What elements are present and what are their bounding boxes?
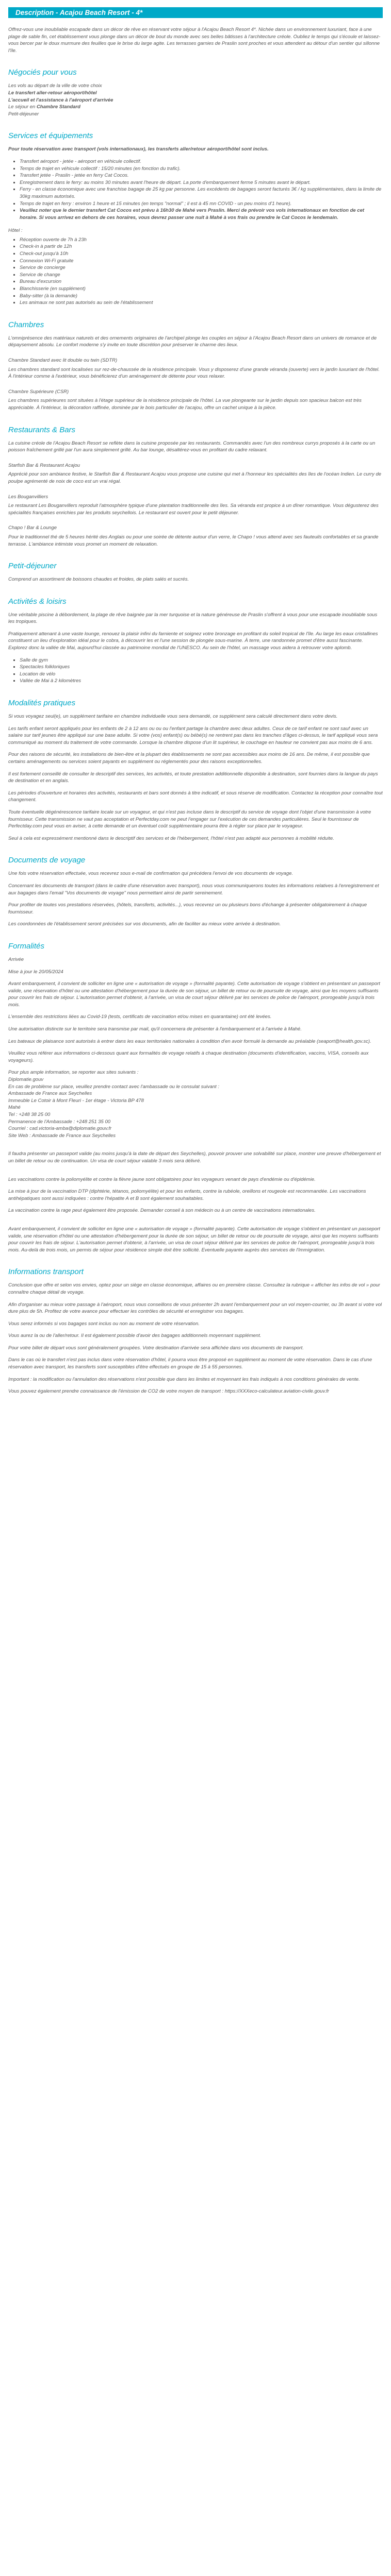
negocie-line: Le transfert aller-retour aéroport/hôtel — [8, 90, 97, 96]
section-title-documents: Documents de voyage — [8, 856, 86, 865]
list-item: ▪ Transfert aéroport - jetée - aéroport en véhicule collectif. — [20, 158, 383, 165]
page — [0, 7, 391, 1413]
negocie-line: Le séjour en Chambre Standard — [8, 104, 80, 110]
activities-list — [8, 657, 383, 685]
formalites-line: Une autorisation distincte sur le territoire sera transmise par mail, qu'il concernera de présenter à l'embarquement et à l'arrivée à Mahé. — [8, 1026, 302, 1032]
list-item: ▪ Connexion Wi-Fi gratuite — [20, 258, 383, 265]
restaurant-text: Apprécié pour son ambiance festive, le Starfish Bar & Restaurant Acajou vous propose une cuisine qui met à l'honneur les spécialités des îles de l'océan Indien. Le curry de poulpe agrémenté de noix de coco est un vrai régal. — [8, 471, 382, 484]
formalites-text: Avant embarquement, il convient de solliciter en ligne une « autorisation de voyage » (formalité payante). Cette autorisation de voyage s'obtient en présentant un passeport valide, une réservation d'hôtel ou une attestation d'hébergement pour la durée de son séjour, un billet de retour ou de poursuite de voyage, ainsi que les moyens suffisants pour couvrir les frais de séjour. L'autorisation permet d'obtenir, à l'arrivée, un visa de court séjour délivré par les services de police de l'aéroport, prorogeable jusqu'à trois mois. Au-delà de trois mois, un permis de séjour pour résidence simple doit être sollicité. Eventuelle payante auprès des services de l'Immigration. — [8, 1226, 380, 1253]
formalites-line: Courriel : cad.victoria-amba@diplomatie.gouv.fr — [8, 1126, 112, 1132]
room-text: Les chambres standard sont localisées sur rez-de-chaussée de la résidence principale. Vous y disposerez d'une grande véranda (ouverte) vers le jardin luxuriant de l'hôtel. À l'intérieur comme à l'extérieur, vous bénéficierez d'un aménagement de détente pour vous relaxer. — [8, 366, 380, 380]
formalites-line: Mahé — [8, 1105, 21, 1111]
formalites-line: Tel : +248 38 25 00 — [8, 1112, 51, 1117]
restaurant-title: Les Bouganvilliers — [8, 494, 48, 500]
co2-link[interactable]: Vous pouvez également prendre connaissance de l'émission de CO2 de votre moyen de transport : https://XXXeco-calculateur.aviation-civile.gouv.fr — [8, 1388, 329, 1395]
formalites-line: Veuillez vous référer aux informations ci-dessous quant aux formalités de voyage relatifs à chaque destination (documents d'identification, vaccins, VISA, conseils aux voyageurs). — [8, 1050, 369, 1063]
modalites-text: Les périodes d'ouverture et horaires des activités, restaurants et bars sont donnés à titre indicatif, et sous réserve de modification. Contactez la réception pour connaître tout changement. — [8, 790, 383, 803]
section-title-petitdej: Petit-déjeuner — [8, 562, 57, 571]
restaurant-title: Starfish Bar & Restaurant Acajou — [8, 462, 80, 468]
transport-text: Afin d'organiser au mieux votre passage à l'aéroport, nous vous conseillons de vous présenter 2h avant l'embarquement pour un vol moyen-courrier, ou 3h avant si votre vol dure plus de 5h. Profitez de votre avance pour effectuer les contrôles de sécurité et enregistrer vos bagages. — [8, 1301, 382, 1315]
transport-text: Dans le cas où le transfert n'est pas inclus dans votre réservation d'hôtel, il pourra vous être proposé en supplément au moment de votre réservation. Dans le cas d'une réservation avec transport, les transferts sont susceptibles d'être effectués en groupe de 15 à 55 personnes. — [8, 1357, 372, 1370]
transport-text: Vous serez informés si vos bagages sont inclus ou non au moment de votre réservation. — [8, 1320, 200, 1327]
section-title-restaurants: Restaurants & Bars — [8, 425, 76, 434]
section-title-services: Services et équipements — [8, 131, 93, 141]
formalites-line: En cas de problème sur place, veuillez prendre contact avec l'ambassade ou le consulat suivant : — [8, 1083, 219, 1090]
modalites-text: Pour des raisons de sécurité, les installations de bien-être et la plupart des établissements ne sont pas accessibles aux moins de 16 ans. De même, il est possible que certains aménagements ou services soient payants en supplément ou réglementés pour des raisons exceptionnelles. — [8, 752, 370, 765]
list-item: ▪ Temps de trajet en véhicule collectif : 15/20 minutes (en fonction du trafic). — [20, 165, 383, 173]
transfer-list — [8, 158, 383, 221]
section-title-activites: Activités & loisirs — [8, 597, 67, 606]
list-item: ▪ Salle de gym — [20, 657, 383, 664]
modalites-text: Seul à cela est expressément mentionné dans le descriptif des services et de l'hébergement, l'hôtel n'est pas adapté aux personnes à mobilité réduite. — [8, 835, 334, 841]
list-item: ▪ Check-out jusqu'à 10h — [20, 250, 383, 258]
transport-text: Pour votre billet de départ vous sont généralement groupées. Votre destination d'arrivée sera affichée dans vos documents de transport. — [8, 1345, 304, 1351]
formalites-line: Immeuble Le Cotoir à Mont Fleuri - 1er étage - Victoria BP 478 — [8, 1097, 144, 1104]
list-item: ▪ Location de vélo — [20, 671, 383, 678]
room-title: Chambre Supérieure (CSR) — [8, 388, 69, 395]
list-item: ▪ Transfert jetée - Praslin - jetée en ferry Cat Cocos. — [20, 172, 383, 179]
diplomatie-link[interactable]: Diplomatie.gouv — [8, 1077, 44, 1083]
formalites-text: Il faudra présenter un passeport valide (au moins jusqu'à la date de départ des Seychelles), pouvoir prouver une solvabilité sur place, montrer une preuve d'hébergement et un billet de retour ou de continuation. Un visa de court séjour valable 3 mois sera délivré. — [8, 1151, 381, 1164]
room-text: Les chambres supérieures sont situées à l'étage supérieur de la résidence principale de l'hôtel. La vue plongeante sur le jardin depuis son spacieux balcon est très appréciable. À l'intérieur, la décoration raffinée, dominée par le bois particulier de l'acajou, offre un cachet unique à la pièce. — [8, 398, 362, 411]
formalites-text: La mise à jour de la vaccination DTP (diphtérie, tétanos, poliomyélite) et pour les enfants, contre la rubéole, oreillons et rougeole est recommandée. Les vaccinations antihépatiques sont aussi indiquées : contre l'hépatite A et B sont également souhaitables. — [8, 1189, 366, 1201]
list-item: ▪ Check-in à partir de 12h — [20, 243, 383, 250]
list-item: ▪ Temps de trajet en ferry : environ 1 heure et 15 minutes (en temps "normal" ; il est à 45 mn COVID - un peu moins d'1 heure). — [20, 200, 383, 208]
list-item: ▪ Bureau d'excursion — [20, 278, 383, 285]
formalites-line: Pour plus ample information, se reporter aux sites suivants : — [8, 1070, 139, 1076]
list-item: ▪ Les animaux ne sont pas autorisés au sein de l'établissement — [20, 299, 383, 307]
formalites-line: Mise à jour le 20/05/2024 — [8, 969, 63, 975]
modalites-text: Les tarifs enfant seront appliqués pour les enfants de 2 à 12 ans ou ou ou l'enfant partage la chambre avec deux adultes. Ceux de ce tarif enfant ne sont sauf avec un salaire sur tarif jeunes être appliqué sur une base adulte. Si votre (vos) enfant(s) ou bébé(s) ne rentrent pas dans les tranches d'âges ci-dessus, le tarif appliqué vous sera communiqué au moment du traitement de votre commande. Lorsque la chambre dispose d'un lit supérieur, le couchage en hauteur ne convient pas aux moins de 6 ans. — [8, 725, 378, 745]
list-item: ▪ Spectacles folkloriques — [20, 664, 383, 671]
list-item: ▪ Service de change — [20, 272, 383, 279]
modalites-text: Il est fortement conseillé de consulter le descriptif des services, les activités, et toute prestation additionnelle disponible à destination, sont fournies dans la langue du pays de destination et en anglais. — [8, 771, 378, 784]
section-title-transport: Informations transport — [8, 1267, 84, 1277]
restaurants-intro: La cuisine créole de l'Acajou Beach Resort se reflète dans la cuisine proposée par les restaurants. Commandés avec l'un des nombreux currys proposés à la carte ou un poisson fraîchement grillé par l'un aura simplement grillé. Au bar lounge, désaltérez-vous en profitant du cadre relaxant. — [8, 440, 376, 453]
transport-text: Important : la modification ou l'annulation des réservations n'est possible que dans les limites et moyennant les frais indiqués à nos conditions générales de vente. — [8, 1376, 360, 1382]
services-lead: Pour toute réservation avec transport (vols internationaux), les transferts aller/retour aéroport/hôtel sont inclus. — [8, 146, 269, 152]
section-title-modalites: Modalités pratiques — [8, 699, 76, 708]
documents-text: Une fois votre réservation effectuée, vous recevrez sous e-mail de confirmation qui précédera l'envoi de vos documents de voyage. — [8, 871, 294, 877]
list-item: ▪ Ferry - en classe économique avec une franchise bagage de 25 kg par personne. Les excédents de bagages seront facturés 3€ / kg supplémentaires, dans la limite de 30kg maximum autorisés. — [20, 186, 383, 200]
hotel-list — [8, 236, 383, 307]
documents-text: Concernant les documents de transport (dans le cadre d'une réservation avec transport), nous vous communiquerons toutes les informations relatives à l'enregistrement et aux bagages dans l'email "Vos documents de voyage" nous permettant ainsi de partir sereinement. — [8, 883, 379, 896]
section-title-chambres: Chambres — [8, 320, 44, 329]
list-item: ▪ Blanchisserie (en supplément) — [20, 285, 383, 293]
section-title-negocies: Négociés pour vous — [8, 68, 77, 77]
list-item: ▪ Vallée de Mai à 2 kilomètres — [20, 677, 383, 685]
chambres-intro: L'omniprésence des matériaux naturels et des ornements originaires de l'archipel plonge les couples en séjour à l'Acajou Beach Resort dans un univers de romance et de dépaysement absolu. Le confort moderne s'y invite en toute discrétion pour préserver le charme des lieux. — [8, 335, 377, 348]
formalites-line: L'ensemble des restrictions liées au Covid-19 (tests, certificats de vaccination et/ou mises en quarantaine) ont été levées. — [8, 1014, 272, 1020]
negocie-line: Petit-déjeuner — [8, 111, 39, 117]
negocie-line: Les vols au départ de la ville de votre choix — [8, 83, 102, 89]
page-banner: Description - Acajou Beach Resort - 4* — [8, 7, 383, 18]
activites-text: Pratiquement attenant à une vaste lounge, renouez la plaisir infini du farniente et soignez votre bronzage en profitant du soleil tropical de l'île. Au large les eaux cristallines constituent un lieu d'exploration idéal pour le cobra, à découvrir les et l'une session de plongée sous-marine. À terre, une randonnée promet d'être aussi fascinante. Explorez donc la vallée de Mai, aujourd'hui classée au patrimoine mondial de l'UNESCO. Au sein de l'hôtel, un massage vous aidera à retrouver votre aplomb. — [8, 631, 378, 651]
formalites-line: Ambassade de France aux Seychelles — [8, 1091, 92, 1097]
formalites-subtitle: Arrivée — [8, 956, 24, 962]
activites-text: Une véritable piscine à débordement, la plage de rêve baignée par la mer turquoise et la nature généreuse de Praslin s'offrent à vous pour une escapade inoubliable sous les tropiques. — [8, 612, 378, 625]
intro-text: Offrez-vous une inoubliable escapade dans un décor de rêve en réservant votre séjour à l'Acajou Beach Resort 4*. Nichée dans un environnement luxuriant, face à une plage de sable fin, cet établissement vous plonge dans un décor de bout du monde avec ses belles bâtisses à l'architecture créole. Oubliez le temps qui s'écoule et laissez-vous bercer par le doux murmure des feuilles que le brise du large agite. Les terrasses garnies de Praslin sont proches et vous attendent au détour d'un sentier qui sillonne l'île. — [8, 27, 381, 54]
documents-text: Les coordonnées de l'établissement seront précisées sur vos documents, afin de faciliter au mieux votre arrivée à destination. — [8, 921, 281, 927]
list-item: ▪ Service de concierge — [20, 264, 383, 272]
formalites-text: Les vaccinations contre la poliomyélite et contre la fièvre jaune sont obligatoires pour les voyageurs venant de pays d'endémie ou d'épidémie. — [8, 1176, 316, 1182]
restaurant-text: Pour le traditionnel thé de 5 heures hérité des Anglais ou pour une soirée de détente autour d'un verre, le Chapo ! vous attend avec ses fauteuils confortables et sa grande terrasse. L'ambiance intimiste vous promet un moment de relaxation. — [8, 534, 379, 547]
room-title: Chambre Standard avec lit double ou twin (SDTR) — [8, 358, 118, 363]
transport-text: Conclusion que offre et selon vos envies, optez pour un siège en classe économique, affaires ou en première classe. Consultez la rubrique « afficher les infos de vol » pour connaître chaque détail de voyage. — [8, 1282, 380, 1295]
hotel-label: Hôtel : — [8, 228, 23, 234]
list-item: ▪ Veuillez noter que le dernier transfert Cat Cocos est prévu à 16h30 de Mahé vers Praslin. Merci de prévoir vos vols internationaux en fonction de cet horaire. Si vous arrivez en dehors de ces horaires, vous devrez passer une nuit à Mahé à vos frais ou prendre le Cat Cocos le lendemain. — [20, 207, 383, 221]
documents-text: Pour profiter de toutes vos prestations réservées, (hôtels, transferts, activités...), vous recevrez un ou plusieurs bons d'échange à présenter obligatoirement à chaque fournisseur. — [8, 902, 367, 915]
list-item: ▪ Réception ouverte de 7h à 23h — [20, 236, 383, 244]
formalites-text: La vaccination contre la rage peut également être proposée. Demander conseil à son médecin ou à un centre de vaccinations internationales. — [8, 1208, 316, 1214]
formalites-line: Les bateaux de plaisance sont autorisés à entrer dans les eaux territoriales nationales à condition d'en avoir formulé la demande au préalable (seaport@health.gov.sc). — [8, 1038, 371, 1044]
restaurant-text: Le restaurant Les Bouganvillers reproduit l'atmosphère typique d'une plantation traditionnelle des îles. Sa véranda est propice à un dîner romantique. Vous dégusterez des spécialités françaises enrichies par les produits seychellois. Le restaurant est ouvert pour le petit déjeuner. — [8, 503, 379, 516]
list-item: ▪ Enregistrement dans le ferry: au moins 30 minutes avant l'heure de départ. La porte d'embarquement ferme 5 minutes avant le départ. — [20, 179, 383, 187]
restaurant-title: Chapo ! Bar & Lounge — [8, 525, 57, 531]
transport-text: Vous aurez la ou de l'aller/retour. Il est également possible d'avoir des bagages additionnels moyennant supplément. — [8, 1333, 262, 1339]
negocie-line: L'accueil et l'assistance à l'aéroport d'arrivée — [8, 97, 113, 103]
modalites-text: Toute éventuelle dégénérescence tarifaire locale sur un voyageur, et qui n'est pas incluse dans le descriptif du service de voyage dont l'objet d'une transmission à votre fournisseur. Cette transmission ne vaut pas acceptation et Perfectday.com ne peut l'engager sur l'exécution de ces demandes particulières. Seul le fournisseur de Perfectday.com peut vous en aviser, à cette demande et un éventuel coût supplémentaire pourra être à régler sur place par le voyageur. — [8, 809, 371, 829]
list-item: ▪ Baby-sitter (à la demande) — [20, 293, 383, 300]
embassy-link[interactable]: Site Web : Ambassade de France aux Seychelles — [8, 1132, 116, 1139]
modalites-text: Si vous voyagez seul(e), un supplément tarifaire en chambre individuelle vous sera demandé, ce supplément sera calculé directement dans votre devis. — [8, 714, 338, 720]
formalites-line: Avant embarquement, il convient de solliciter en ligne une « autorisation de voyage » (formalité payante). Cette autorisation de voyage s'obtient en présentant un passeport valide, une réservation d'hôtel ou une attestation d'hébergement pour la durée de son séjour, un billet de retour ou de poursuite de voyage, ainsi que les moyens suffisants pour couvrir les frais de séjour. L'autorisation permet d'obtenir, à l'arrivée, un visa de court séjour délivré par les services de police de l'aéroport, prorogeable jusqu'à trois mois. — [8, 981, 380, 1008]
formalites-line: Permanence de l'Ambassade : +248 251 35 00 — [8, 1118, 111, 1125]
petitdej-text: Comprend un assortiment de boissons chaudes et froides, de plats salés et sucrés. — [8, 577, 189, 583]
section-title-formalites: Formalités — [8, 941, 45, 951]
